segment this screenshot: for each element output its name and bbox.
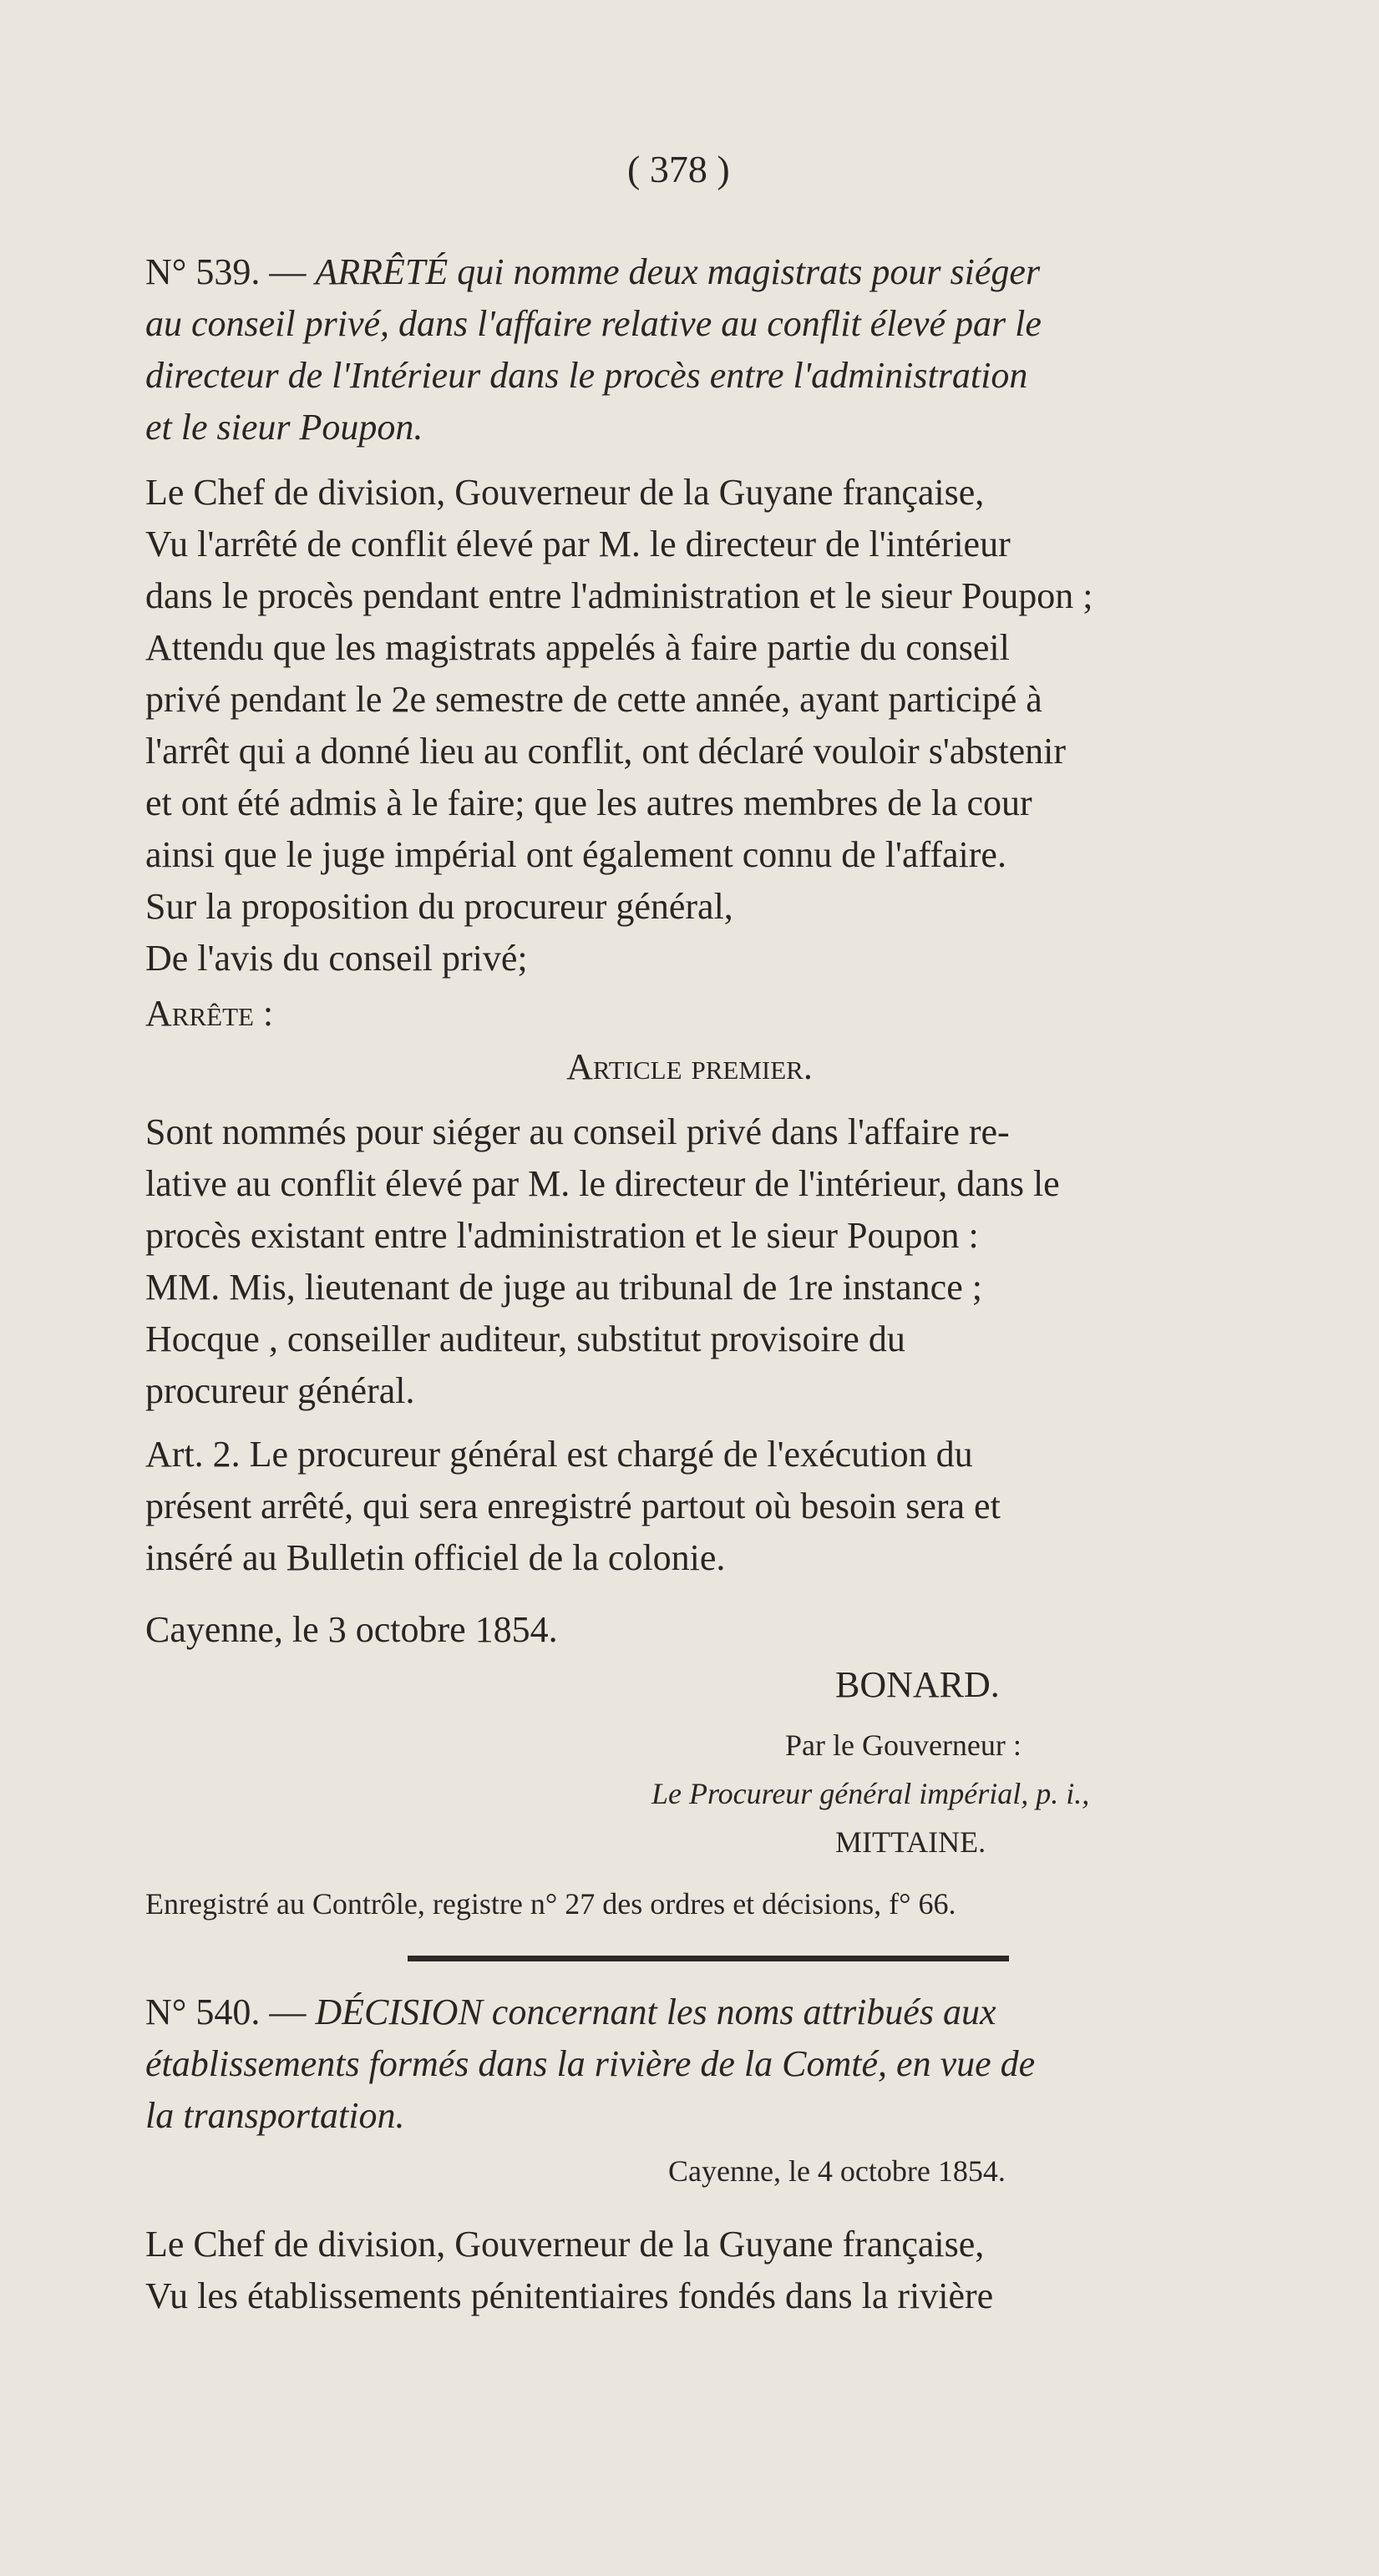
heading-540-line-3: la transportation. [145,2095,405,2136]
body-539-line: procès existant entre l'administration et le sieur Poupon : [145,1215,979,1256]
article-premier: Article premier. [566,1046,813,1087]
heading-540-title: DÉCISION concernant les noms attribués aux [315,1991,996,2032]
mittaine: MITTAINE. [835,1825,986,1859]
body-539-line: présent arrêté, qui sera enregistré partout où besoin sera et [145,1485,1001,1526]
body-540-line: Le Chef de division, Gouverneur de la Guyane française, [145,2224,985,2265]
section-divider [408,1956,1009,1961]
body-539-line: Hocque , conseiller auditeur, substitut provisoire du [145,1318,905,1359]
body-539-line: Attendu que les magistrats appelés à faire partie du conseil [145,627,1010,668]
body-539-line: MM. Mis, lieutenant de juge au tribunal de 1re instance ; [145,1267,982,1308]
body-539-line: lative au conflit élevé par M. le directeur de l'intérieur, dans le [145,1163,1060,1204]
body-539-line: Vu l'arrêté de conflit élevé par M. le directeur de l'intérieur [145,524,1011,564]
body-539-line: Sont nommés pour siéger au conseil privé dans l'affaire re- [145,1111,1010,1152]
body-539-line: procureur général. [145,1370,415,1411]
place-date: Cayenne, le 3 octobre 1854. [145,1609,558,1650]
body-540-line: Vu les établissements pénitentiaires fondés dans la rivière [145,2275,994,2316]
body-539-line: De l'avis du conseil privé; [145,938,528,979]
body-539-line: Sur la proposition du procureur général, [145,886,733,927]
heading-539-title: ARRÊTÉ qui nomme deux magistrats pour siéger [315,251,1041,292]
procureur-line: Le Procureur général impérial, p. i., [651,1777,1090,1810]
heading-539-line-3: directeur de l'Intérieur dans le procès entre l'administration [145,355,1028,396]
body-539-line: l'arrêt qui a donné lieu au conflit, ont déclaré vouloir s'abstenir [145,731,1067,772]
body-539-line: inséré au Bulletin officiel de la colonie. [145,1537,726,1578]
body-539-line: et ont été admis à le faire; que les autres membres de la cour [145,782,1032,823]
heading-539-number: N° 539. — [145,251,307,292]
body-539-line: Art. 2. Le procureur général est chargé de l'exécution du [145,1434,973,1475]
date-540: Cayenne, le 4 octobre 1854. [668,2154,1006,2188]
heading-540-line-1 [145,1987,996,2037]
signature: BONARD. [835,1664,1000,1705]
heading-539-line-1 [145,247,1040,297]
registre-line: Enregistré au Contrôle, registre n° 27 des ordres et décisions, f° 66. [145,1887,956,1921]
heading-539-line-4: et le sieur Poupon. [145,407,423,448]
arrete-label: Arrête : [145,993,274,1034]
body-539-line: dans le procès pendant entre l'administration et le sieur Poupon ; [145,575,1093,616]
par-le-gouverneur: Par le Gouverneur : [785,1728,1022,1762]
heading-540-line-2: établissements formés dans la rivière de la Comté, en vue de [145,2043,1036,2084]
heading-540-number: N° 540. — [145,1991,307,2032]
body-539-line: Le Chef de division, Gouverneur de la Guyane française, [145,472,985,513]
body-539-line: privé pendant le 2e semestre de cette année, ayant participé à [145,679,1042,720]
heading-539-line-2: au conseil privé, dans l'affaire relative au conflit élevé par le [145,303,1042,344]
body-539-line: ainsi que le juge impérial ont également connu de l'affaire. [145,834,1006,875]
page-number: ( 378 ) [627,148,730,190]
